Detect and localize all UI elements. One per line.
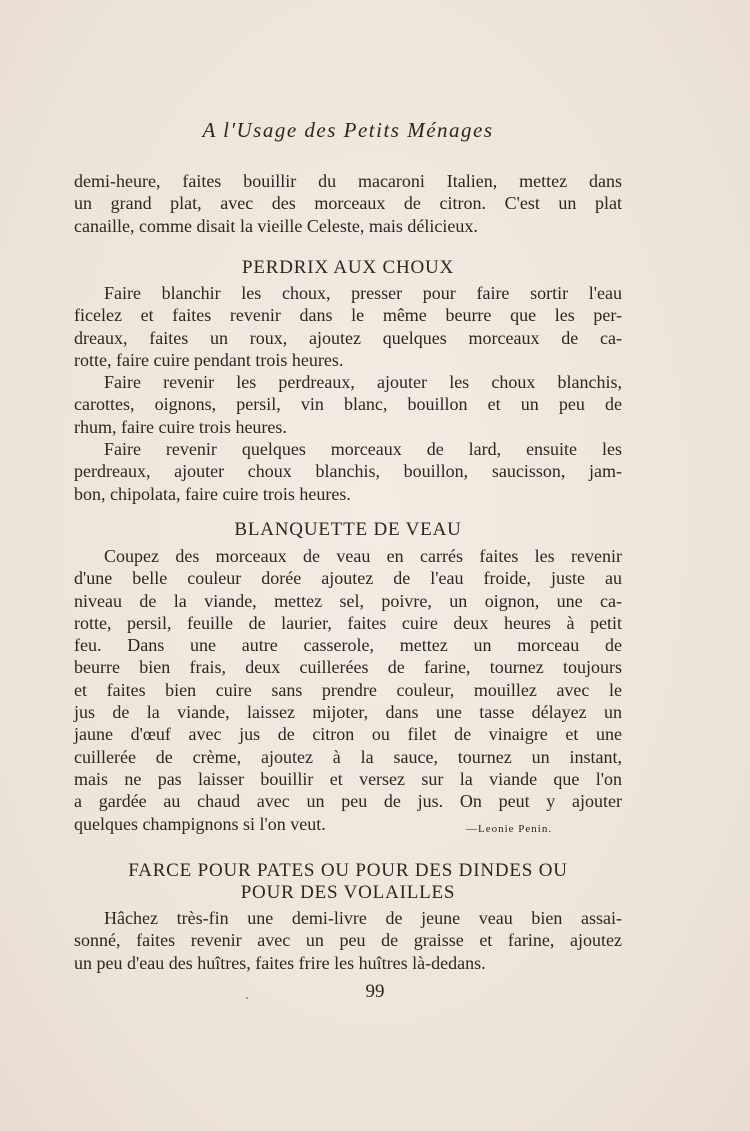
- text-line: cuillerée de crème, ajoutez à la sauce, tournez un instant,: [74, 746, 622, 767]
- text-line: ficelez et faites revenir dans le même beurre que les per-: [74, 305, 622, 326]
- text-line: jaune d'œuf avec jus de citron ou filet de vinaigre et une: [74, 724, 622, 745]
- recipe-signature: —Leonie Penin.: [466, 823, 553, 835]
- text-line: rotte, faire cuire pendant trois heures.: [74, 349, 344, 370]
- text-line: rhum, faire cuire trois heures.: [74, 416, 287, 437]
- recipe-title-farce: [74, 860, 622, 904]
- text-line: et faites bien cuire sans prendre couleur, mouillez avec le: [74, 679, 622, 700]
- text-line: rotte, persil, feuille de laurier, faites cuire deux heures à petit: [74, 612, 622, 633]
- page-number: 99: [365, 981, 385, 1002]
- text-line: un grand plat, avec des morceaux de citron. C'est un plat: [74, 193, 622, 214]
- text-line: demi-heure, faites bouillir du macaroni Italien, mettez dans: [74, 171, 622, 191]
- recipe-body-farce: [74, 907, 622, 974]
- title-line: POUR DES VOLAILLES: [240, 882, 456, 903]
- text-line: un peu d'eau des huîtres, faites frire les huîtres là-dedans.: [74, 952, 486, 973]
- running-head: A l'Usage des Petits Ménages: [202, 118, 494, 142]
- recipe-body-perdrix: [74, 282, 622, 505]
- text-line: Faire revenir quelques morceaux de lard, ensuite les: [104, 439, 622, 460]
- intro-paragraph: [74, 170, 622, 237]
- recipe-body-blanquette: [74, 545, 622, 835]
- recipe-title-blanquette: BLANQUETTE DE VEAU: [234, 519, 462, 540]
- text-line: canaille, comme disait la vieille Celeste, mais délicieux.: [74, 215, 478, 236]
- text-line: niveau de la viande, mettez sel, poivre, un oignon, une ca-: [74, 590, 622, 611]
- text-line: jus de la viande, laissez mijoter, dans une tasse délayez un: [74, 702, 622, 723]
- text-line: sonné, faites revenir avec un peu de graisse et farine, ajoutez: [74, 930, 622, 951]
- text-line: a gardée au chaud avec un peu de jus. On peut y ajouter: [74, 791, 622, 812]
- title-line: FARCE POUR PATES OU POUR DES DINDES OU: [128, 860, 568, 881]
- text-line: dreaux, faites un roux, ajoutez quelques morceaux de ca-: [74, 327, 622, 348]
- text-line: beurre bien frais, deux cuillerées de farine, tournez toujours: [74, 657, 622, 678]
- text-line: feu. Dans une autre casserole, mettez un morceau de: [74, 635, 622, 656]
- text-line: Faire revenir les perdreaux, ajouter les choux blanchis,: [104, 372, 622, 393]
- text-line: perdreaux, ajouter choux blanchis, bouillon, saucisson, jam-: [74, 461, 622, 482]
- text-line: quelques champignons si l'on veut.: [74, 813, 326, 834]
- text-line: d'une belle couleur dorée ajoutez de l'eau froide, juste au: [74, 568, 622, 589]
- text-line: carottes, oignons, persil, vin blanc, bouillon et un peu de: [74, 394, 622, 415]
- text-line: Hâchez très-fin une demi-livre de jeune veau bien assai-: [104, 908, 622, 928]
- recipe-title-perdrix: PERDRIX AUX CHOUX: [241, 257, 455, 278]
- text-line: bon, chipolata, faire cuire trois heures.: [74, 483, 351, 504]
- text-line: mais ne pas laisser bouillir et versez sur la viande que l'on: [74, 768, 622, 789]
- text-line: Faire blanchir les choux, presser pour faire sortir l'eau: [104, 283, 622, 303]
- text-line: Coupez des morceaux de veau en carrés faites les revenir: [104, 546, 622, 566]
